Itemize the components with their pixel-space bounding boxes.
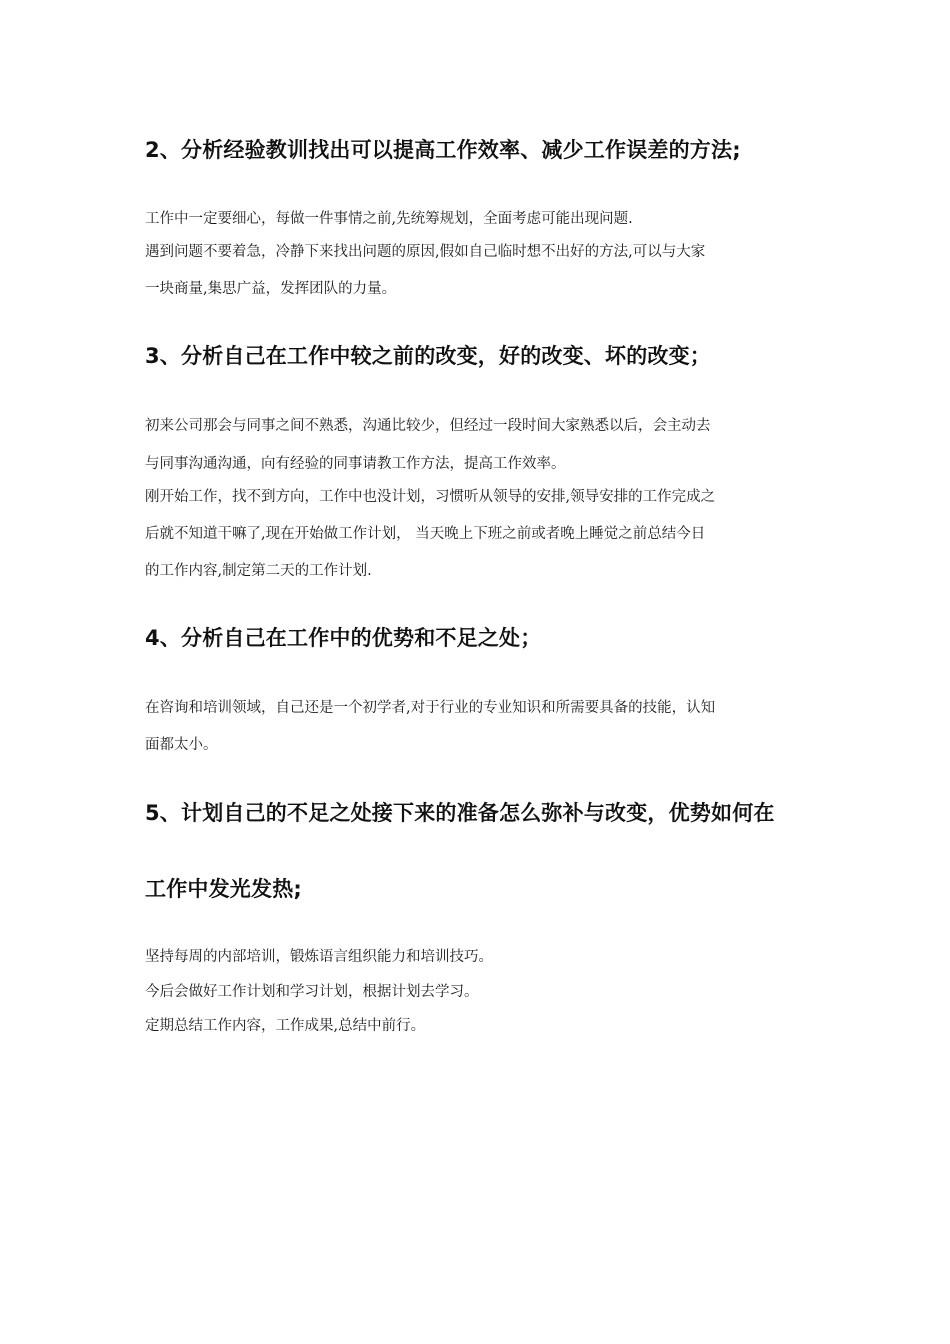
section-4-line-2: 面都太小。: [145, 737, 218, 753]
section-3-heading: 3、分析自己在工作中较之前的改变，好的改变、坏的改变；: [145, 344, 712, 368]
section-5-line-2: 今后会做好工作计划和学习计划，根据计划去学习。: [145, 984, 479, 1000]
section-3-line-2: 与同事沟通沟通，向有经验的同事请教工作方法，提高工作效率。: [145, 456, 566, 472]
section-2-line-1: 工作中一定要细心，每做一件事情之前,先统筹规划，全面考虑可能出现问题.: [145, 211, 633, 227]
section-4-heading: 4、分析自己在工作中的优势和不足之处；: [145, 626, 542, 650]
section-4-line-1: 在咨询和培训领域，自己还是一个初学者,对于行业的专业知识和所需要具备的技能，认知: [145, 700, 716, 716]
section-5-heading-line-2: 工作中发光发热;: [145, 877, 302, 901]
section-5-line-3: 定期总结工作内容，工作成果,总结中前行。: [145, 1018, 426, 1034]
section-2-heading: 2、分析经验教训找出可以提高工作效率、减少工作误差的方法;: [145, 138, 741, 162]
section-2-line-2: 遇到问题不要着急，冷静下来找出问题的原因,假如自己临时想不出好的方法,可以与大家: [145, 244, 706, 260]
section-3-line-1: 初来公司那会与同事之间不熟悉，沟通比较少，但经过一段时间大家熟悉以后，会主动去: [145, 418, 711, 434]
section-3-line-5: 的工作内容,制定第二天的工作计划.: [145, 563, 372, 579]
section-2-line-3: 一块商量,集思广益，发挥团队的力量。: [145, 281, 397, 297]
section-3-line-4: 后就不知道干嘛了,现在开始做工作计划， 当天晚上下班之前或者晚上睡觉之前总结今日: [145, 526, 706, 542]
section-3-line-3: 刚开始工作，找不到方向，工作中也没计划，习惯听从领导的安排,领导安排的工作完成之: [145, 489, 716, 505]
section-5-line-1: 坚持每周的内部培训，锻炼语言组织能力和培训技巧。: [145, 949, 493, 965]
section-5-heading-line-1: 5、计划自己的不足之处接下来的准备怎么弥补与改变，优势如何在: [145, 801, 775, 825]
